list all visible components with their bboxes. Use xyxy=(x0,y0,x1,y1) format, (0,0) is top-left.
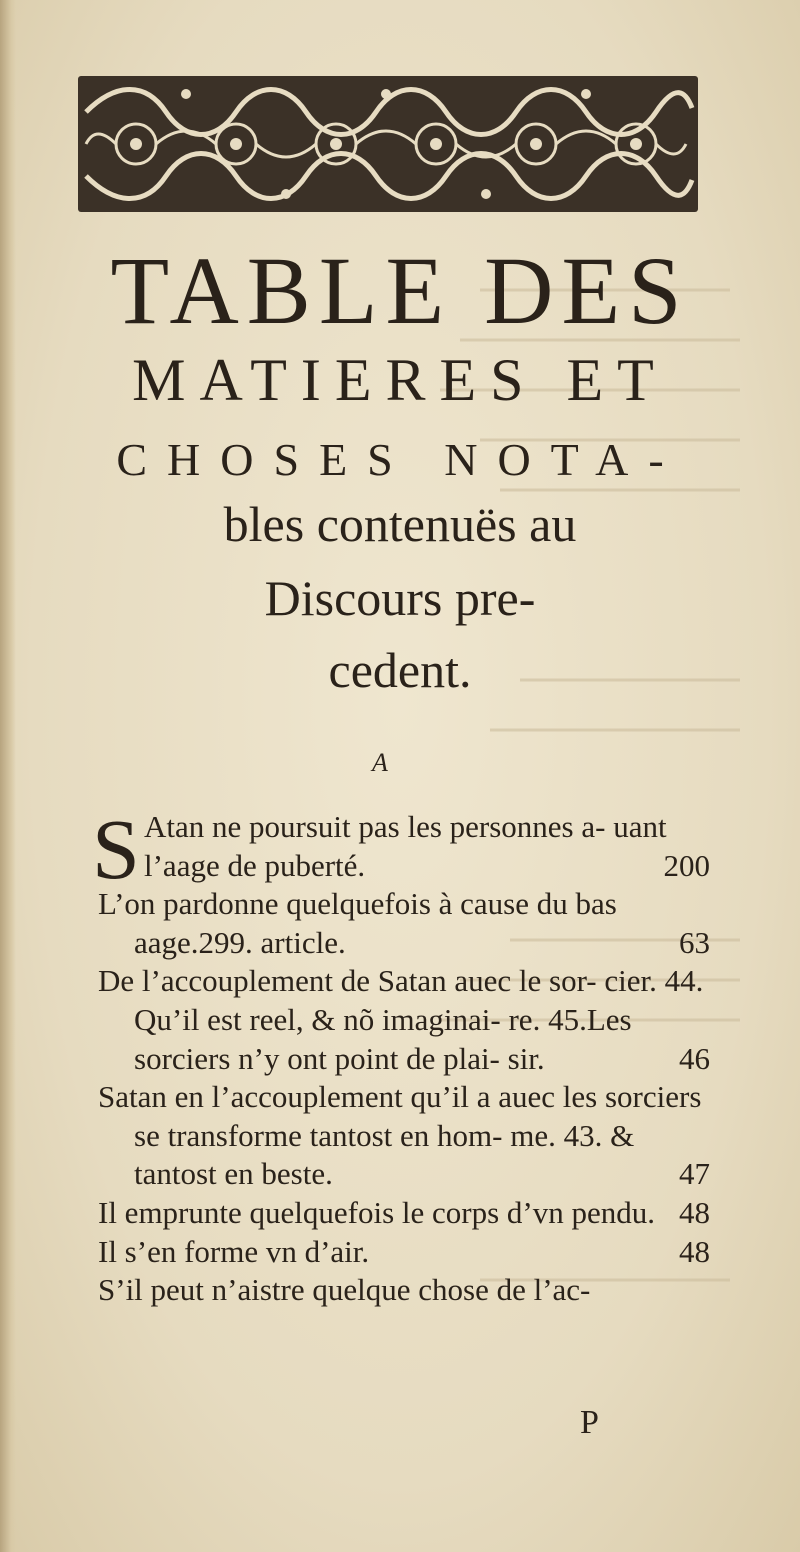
page-number: 63 xyxy=(679,924,710,960)
entry-text: L’on pardonne quelquefois à cause du bas aage.299. article. xyxy=(98,886,617,960)
index-entry xyxy=(98,1194,710,1233)
section-letter: A xyxy=(372,748,388,777)
page-number: 48 xyxy=(679,1194,710,1230)
title-line-5: Discours pre- xyxy=(264,570,536,626)
entry-text: De l’accouplement de Satan auec le sor- cier. 44. Qu’il est reel, & nõ imaginai- re. 45.Les sorciers n’y ont point de plai- sir. xyxy=(98,963,704,1076)
page-number: 46 xyxy=(679,1040,710,1076)
page-number: 48 xyxy=(679,1233,710,1269)
index-entry xyxy=(92,801,710,897)
entry-text: Il emprunte quelquefois le corps d’vn pendu. xyxy=(98,1194,655,1230)
index-entry xyxy=(98,962,710,1078)
decorative-headpiece xyxy=(76,72,700,216)
title-line-6: cedent. xyxy=(328,642,472,698)
title-line-3: CHOSES NOTA- xyxy=(116,434,684,485)
entry-text: Satan en l’accouplement qu’il a auec les sorciers se transforme tantost en hom- me. 43. & tantost en beste. xyxy=(98,1079,702,1192)
index-entry xyxy=(98,1078,710,1194)
drop-cap: S xyxy=(92,801,140,897)
book-spine-shadow xyxy=(0,0,16,1552)
entry-text: Atan ne poursuit pas les personnes a- uant l’aage de puberté. xyxy=(144,809,667,883)
index-entry xyxy=(98,1233,710,1272)
entry-text: S’il peut n’aistre quelque chose de l’ac- xyxy=(98,1272,591,1308)
entry-text: Il s’en forme vn d’air. xyxy=(98,1233,370,1269)
index-entry xyxy=(98,885,710,962)
page-number: 200 xyxy=(663,847,710,883)
title-line-1: TABLE DES xyxy=(110,237,690,344)
title-line-4: bles contenuës au xyxy=(223,496,577,552)
index-entry xyxy=(98,1271,710,1310)
page-number: 47 xyxy=(679,1156,710,1192)
title-line-2: MATIERES ET xyxy=(132,347,668,413)
signature-mark: P xyxy=(580,1404,599,1441)
index-entries xyxy=(92,801,710,1310)
